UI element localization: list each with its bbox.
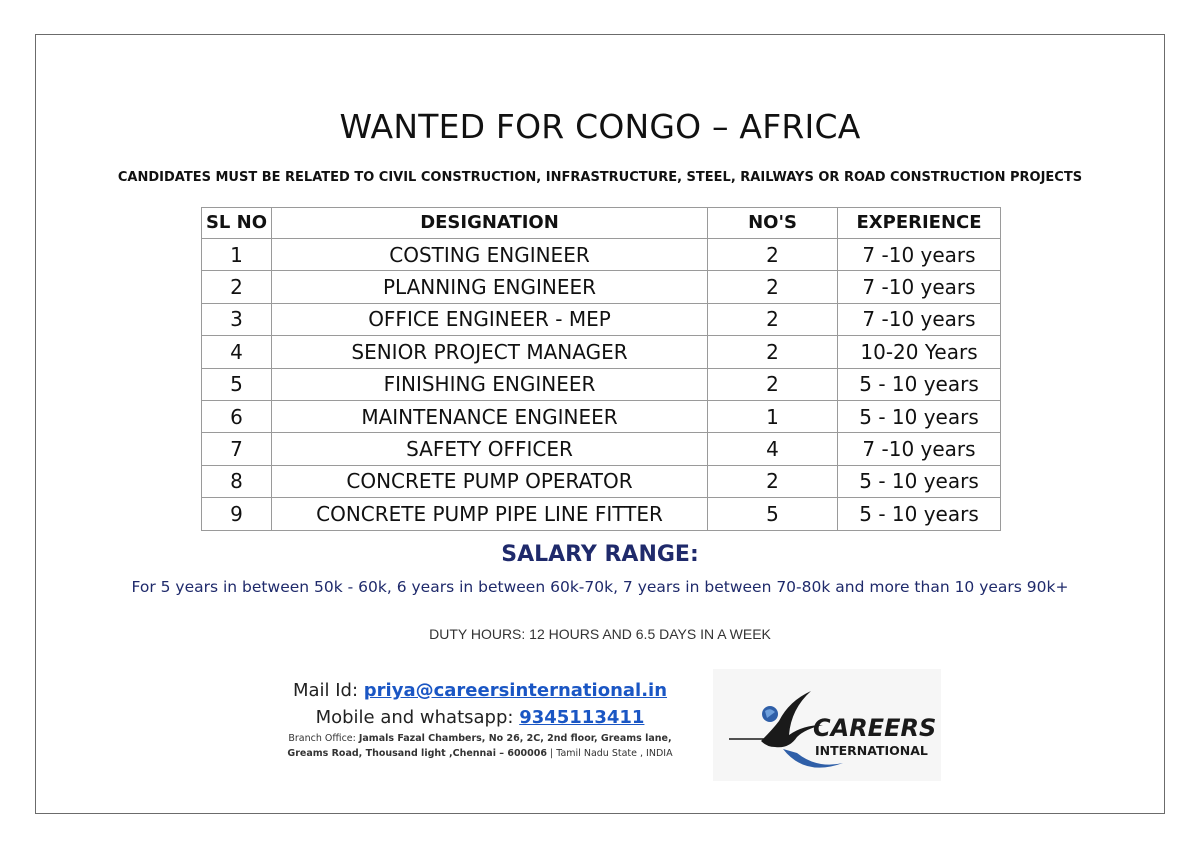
cell-nos: 2 xyxy=(708,336,838,368)
branch-address-line1: Jamals Fazal Chambers, No 26, 2C, 2nd floor, Greams lane, xyxy=(358,733,672,744)
table-row xyxy=(202,400,1001,432)
table-row xyxy=(202,271,1001,303)
cell-experience: 10-20 Years xyxy=(838,336,1001,368)
vacancy-table xyxy=(201,207,1001,531)
table-row xyxy=(202,336,1001,368)
cell-sl-no: 9 xyxy=(202,498,272,530)
cell-sl-no: 3 xyxy=(202,303,272,335)
cell-nos: 2 xyxy=(708,303,838,335)
header-designation: DESIGNATION xyxy=(272,208,708,239)
branch-address-tail: | Tamil Nadu State , INDIA xyxy=(547,748,673,759)
logo-name-line2: INTERNATIONAL xyxy=(815,743,928,758)
cell-experience: 7 -10 years xyxy=(838,433,1001,465)
salary-heading: SALARY RANGE: xyxy=(501,542,699,567)
table-row xyxy=(202,303,1001,335)
cell-designation: COSTING ENGINEER xyxy=(272,239,708,271)
cell-nos: 4 xyxy=(708,433,838,465)
cell-experience: 7 -10 years xyxy=(838,239,1001,271)
cell-nos: 1 xyxy=(708,400,838,432)
branch-label: Branch Office: xyxy=(288,733,359,744)
cell-designation: SENIOR PROJECT MANAGER xyxy=(272,336,708,368)
cell-designation: FINISHING ENGINEER xyxy=(272,368,708,400)
mobile-label: Mobile and whatsapp: xyxy=(315,707,520,728)
header-nos: NO'S xyxy=(708,208,838,239)
cell-designation: CONCRETE PUMP PIPE LINE FITTER xyxy=(272,498,708,530)
cell-experience: 7 -10 years xyxy=(838,303,1001,335)
cell-experience: 5 - 10 years xyxy=(838,400,1001,432)
cell-designation: PLANNING ENGINEER xyxy=(272,271,708,303)
table-row xyxy=(202,433,1001,465)
cell-sl-no: 1 xyxy=(202,239,272,271)
page-title: WANTED FOR CONGO – AFRICA xyxy=(339,107,861,146)
cell-sl-no: 5 xyxy=(202,368,272,400)
mail-label: Mail Id: xyxy=(292,680,364,701)
cell-sl-no: 8 xyxy=(202,465,272,497)
mobile-line xyxy=(270,704,690,731)
mail-line xyxy=(270,677,690,704)
table-row xyxy=(202,239,1001,271)
cell-experience: 5 - 10 years xyxy=(838,498,1001,530)
contact-block xyxy=(270,677,690,761)
cell-sl-no: 7 xyxy=(202,433,272,465)
cell-nos: 5 xyxy=(708,498,838,530)
cell-designation: OFFICE ENGINEER - MEP xyxy=(272,303,708,335)
cell-sl-no: 2 xyxy=(202,271,272,303)
cell-designation: SAFETY OFFICER xyxy=(272,433,708,465)
globe-bird-logo-icon xyxy=(713,669,941,781)
cell-nos: 2 xyxy=(708,368,838,400)
company-logo xyxy=(713,669,941,781)
cell-nos: 2 xyxy=(708,239,838,271)
cell-designation: MAINTENANCE ENGINEER xyxy=(272,400,708,432)
branch-address xyxy=(270,731,690,761)
cell-designation: CONCRETE PUMP OPERATOR xyxy=(272,465,708,497)
cell-nos: 2 xyxy=(708,465,838,497)
cell-experience: 5 - 10 years xyxy=(838,368,1001,400)
branch-address-line2: Greams Road, Thousand light ,Chennai – 600006 xyxy=(287,748,547,759)
table-row xyxy=(202,368,1001,400)
table-row xyxy=(202,465,1001,497)
cell-nos: 2 xyxy=(708,271,838,303)
table-header-row xyxy=(202,208,1001,239)
cell-experience: 5 - 10 years xyxy=(838,465,1001,497)
header-sl-no: SL NO xyxy=(202,208,272,239)
logo-name-line1: CAREERS xyxy=(813,714,937,742)
cell-sl-no: 4 xyxy=(202,336,272,368)
cell-experience: 7 -10 years xyxy=(838,271,1001,303)
table-row xyxy=(202,498,1001,530)
header-experience: EXPERIENCE xyxy=(838,208,1001,239)
cell-sl-no: 6 xyxy=(202,400,272,432)
requirement-note: CANDIDATES MUST BE RELATED TO CIVIL CONSTRUCTION, INFRASTRUCTURE, STEEL, RAILWAYS OR ROAD CONSTRUCTION PROJECTS xyxy=(117,170,1083,185)
email-link[interactable]: priya@careersinternational.in xyxy=(363,680,668,701)
duty-hours: DUTY HOURS: 12 HOURS AND 6.5 DAYS IN A WEEK xyxy=(429,626,771,642)
salary-details: For 5 years in between 50k - 60k, 6 years in between 60k-70k, 7 years in between 70-80k and more than 10 years 90k+ xyxy=(131,578,1069,596)
phone-link[interactable]: 9345113411 xyxy=(519,707,645,728)
